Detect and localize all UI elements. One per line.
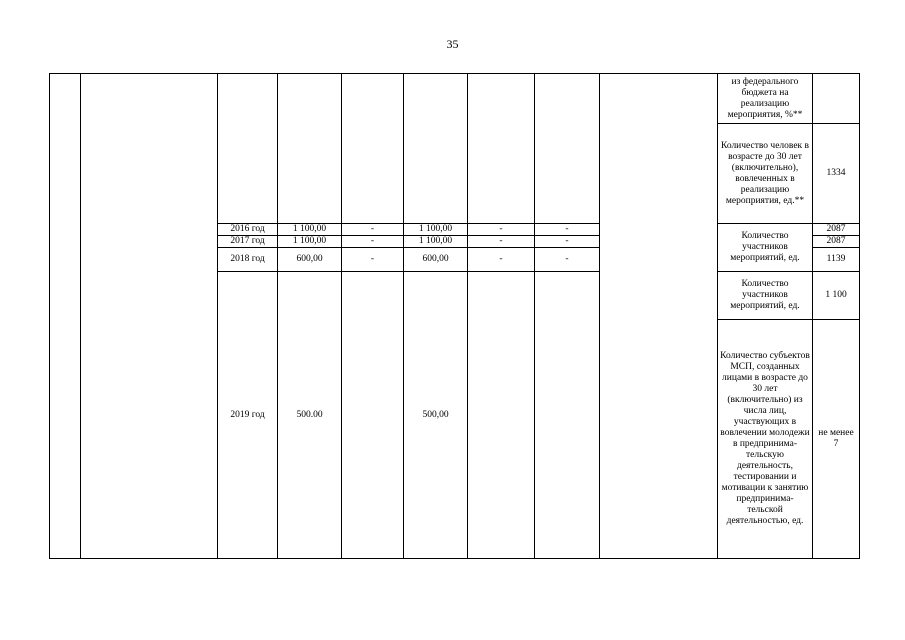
budget-c-cell: 1 100,00 xyxy=(404,236,468,248)
page-number: 35 xyxy=(446,37,459,51)
indicator-value-cell: 1139 xyxy=(813,248,860,272)
indicator-cell: из федерального бюджета на реализацию мероприятия, %** xyxy=(718,74,813,124)
total-cell: 1 100,00 xyxy=(278,224,342,236)
budget-c-cell xyxy=(404,74,468,224)
total-cell xyxy=(278,74,342,224)
budget-b-cell: - xyxy=(342,248,404,272)
budget-d-cell: - xyxy=(468,236,535,248)
budget-c-cell: 500,00 xyxy=(404,272,468,559)
budget-e-cell xyxy=(535,272,600,559)
year-cell: 2017 год xyxy=(218,236,278,248)
budget-e-cell: - xyxy=(535,224,600,236)
indicator-value-cell xyxy=(813,74,860,124)
budget-b-cell xyxy=(342,74,404,224)
budget-b-cell xyxy=(342,272,404,559)
indicator-cell: Количество субъектов МСП, созданных лицами в возрасте до 30 лет (включительно) из числа лиц, участвующих в вовлечении молодежи в предпринима-тельскую деятельность, тестировании и мотивации к занятию предпринима-тельской деятельностью, ед. xyxy=(718,320,813,559)
indicator-cell: Количество участников мероприятий, ед. xyxy=(718,272,813,320)
total-cell: 1 100,00 xyxy=(278,236,342,248)
budget-b-cell: - xyxy=(342,224,404,236)
budget-d-cell: - xyxy=(468,248,535,272)
table-row xyxy=(50,74,860,124)
budget-c-cell: 1 100,00 xyxy=(404,224,468,236)
indicator-value-cell: 2087 xyxy=(813,224,860,236)
executor-cell xyxy=(600,74,718,559)
indicator-value-cell: не менее 7 xyxy=(813,320,860,559)
budget-d-cell xyxy=(468,272,535,559)
indicator-cell: Количество человек в возрасте до 30 лет (включительно), вовлеченных в реализацию мероприятия, ед.** xyxy=(718,124,813,224)
event-name-cell xyxy=(81,74,218,559)
budget-b-cell: - xyxy=(342,236,404,248)
year-cell: 2019 год xyxy=(218,272,278,559)
year-cell: 2018 год xyxy=(218,248,278,272)
budget-e-cell: - xyxy=(535,236,600,248)
indicator-value-cell: 1 100 xyxy=(813,272,860,320)
indicator-cell: Количество участников мероприятий, ед. xyxy=(718,224,813,272)
year-cell xyxy=(218,74,278,224)
indicator-value-cell: 1334 xyxy=(813,124,860,224)
number-cell xyxy=(50,74,81,559)
year-cell: 2016 год xyxy=(218,224,278,236)
indicator-value-cell: 2087 xyxy=(813,236,860,248)
budget-d-cell: - xyxy=(468,224,535,236)
total-cell: 600,00 xyxy=(278,248,342,272)
budget-c-cell: 600,00 xyxy=(404,248,468,272)
program-table xyxy=(49,73,860,559)
budget-e-cell xyxy=(535,74,600,224)
total-cell: 500.00 xyxy=(278,272,342,559)
budget-e-cell: - xyxy=(535,248,600,272)
budget-d-cell xyxy=(468,74,535,224)
